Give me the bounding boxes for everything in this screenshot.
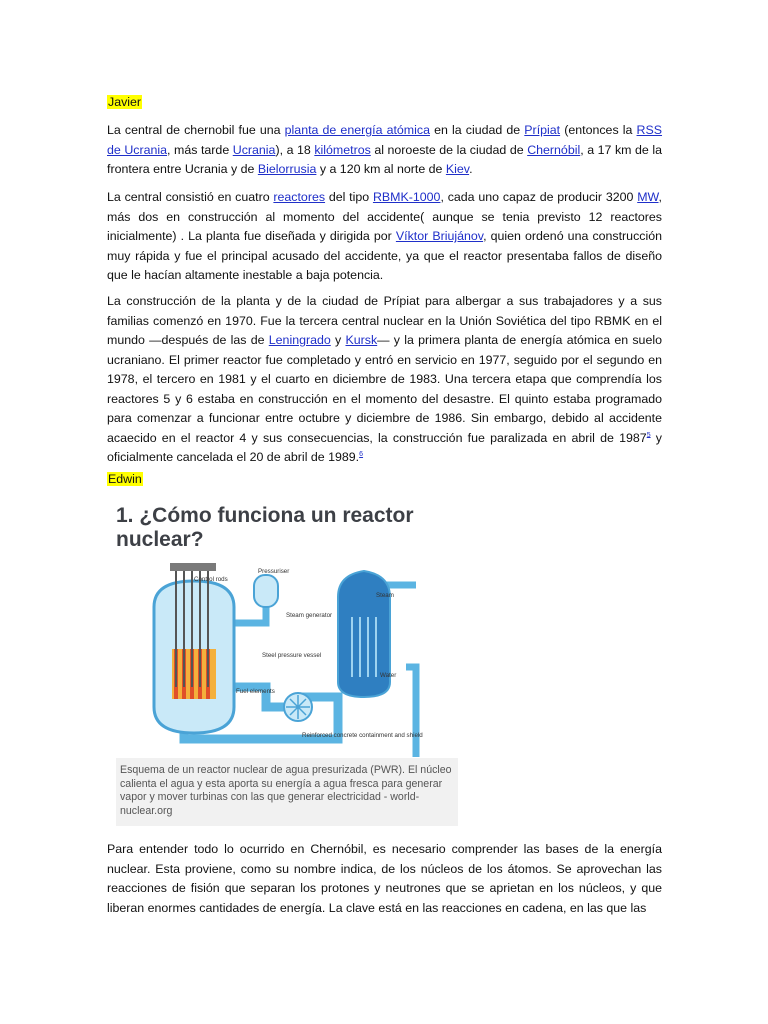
text-run: , quien ordenó una construcción muy rápida y fue el principal acusado del accidente, ya que el reactor presentaba fallos de diseño que le hacían altamente inestable a baja potencia. [107,229,662,282]
inline-link[interactable]: RBMK-1000 [372,190,441,204]
text-run: del tipo [325,190,373,204]
paragraph-location [107,121,662,180]
fuel-elements [172,649,216,699]
figure-caption [116,758,458,826]
inline-link[interactable]: reactores [273,190,326,204]
footnote-link[interactable]: 6 [359,450,364,458]
text-run: , más tarde [167,142,233,157]
inline-link[interactable]: Kiev [445,162,470,176]
reactor-figure [116,504,458,826]
figure-title: 1. ¿Cómo funciona un reactor nuclear? [116,504,414,551]
text-run: (entonces la [560,123,637,137]
paragraph-nuclear-energy [107,840,662,918]
label-containment: Reinforced concrete containment and shield [302,732,423,739]
text-run: La construcción de la planta y de la ciudad de Prípiat para albergar a sus trabajadores y a sus familias comenzó en 1970. Fue la tercera central nuclear en la Unión Soviética del tipo RBMK en el mundo —después de las de [107,294,662,347]
inline-link[interactable]: Chernóbil [527,142,581,157]
label-steam-generator: Steam generator [286,612,333,619]
inline-link[interactable]: Víktor Briujánov [395,229,484,243]
author-label-javier: Javier [108,95,142,109]
text-run: La central de chernobil fue una [107,123,285,137]
label-pressuriser: Pressuriser [258,568,290,575]
paragraph-construction [107,292,662,468]
author-label-edwin: Edwin [108,472,142,486]
figure-caption-text: Esquema de un reactor nuclear de agua presurizada (PWR). El núcleo calienta el agua y esta aporta su energía a agua fresca para generar vapor y mover turbinas con las que generar electricidad - world-nuclear.org [120,764,452,818]
pwr-diagram [116,557,458,757]
text-run: y a 120 km al norte de [316,162,446,176]
inline-link[interactable]: Prípiat [524,123,561,137]
inline-link[interactable]: kilómetros [314,142,371,157]
paragraph-reactors [107,188,662,286]
footnote-link[interactable]: 5 [646,431,651,439]
inline-link[interactable]: Bielorrusia [257,162,317,176]
label-control-rods: Control rods [194,576,228,583]
text-run: — y la primera planta de energía atómica en suelo ucraniano. El primer reactor fue completado y entró en servicio en 1977, seguido por el segundo en 1978, el tercero en 1981 y el cuarto en diciembre de 1983. Una tercera etapa que comprendía los reactores 5 y 6 estaba en construcción en el momento del desastre. El quinto estaba programado para comenzar a funcionar entre octubre y diciembre de 1986. Sin embargo, debido al accidente acaecido en el reactor 4 y sus consecuencias, la construcción fue paralizada en abril de 1987 [107,333,662,445]
text-run: ), a 18 [275,142,315,157]
label-steam: Steam [376,592,394,599]
label-fuel: Fuel elements [236,688,275,695]
text-run: La central consistió en cuatro [107,190,274,204]
text-run: en la ciudad de [429,123,525,137]
text-run: , a 17 km de la frontera entre Ucrania y de [107,142,663,176]
text-run: , más dos en construcción al momento del accidente( aunque se tenia previsto 12 reactores inicialmente) . La planta fue diseñada y dirigida por [107,190,662,243]
text-run: al noroeste de la ciudad de [370,142,528,157]
inline-link[interactable]: Leningrado [268,333,331,347]
pressuriser [254,575,278,607]
text-run: Para entender todo lo ocurrido en Chernóbil, es necesario comprender las bases de la energía nuclear. Esta proviene, como su nombre indica, de los núcleos de los átomos. Se aprovechan las reacciones de fisión que separan los protones y neutrones que se aprietan en los núcleos, y que liberan enormes cantidades de energía. La clave está en las reacciones en cadena, en las que las [107,842,662,915]
text-run: , cada uno capaz de producir 3200 [440,190,638,204]
inline-link[interactable]: Kursk [345,333,378,347]
inline-link[interactable]: MW [637,190,659,204]
inline-link[interactable]: planta de energía atómica [284,123,430,137]
inline-link[interactable]: RSS de Ucrania [107,123,663,157]
text-run: y oficialmente cancelada el 20 de abril de 1989. [107,430,663,464]
text-run: y [330,333,346,347]
label-steel-vessel: Steel pressure vessel [262,652,322,659]
text-run: . [469,162,473,176]
inline-link[interactable]: Ucrania [232,142,276,157]
footnote-ref[interactable] [359,451,363,458]
label-water: Water [380,672,397,679]
